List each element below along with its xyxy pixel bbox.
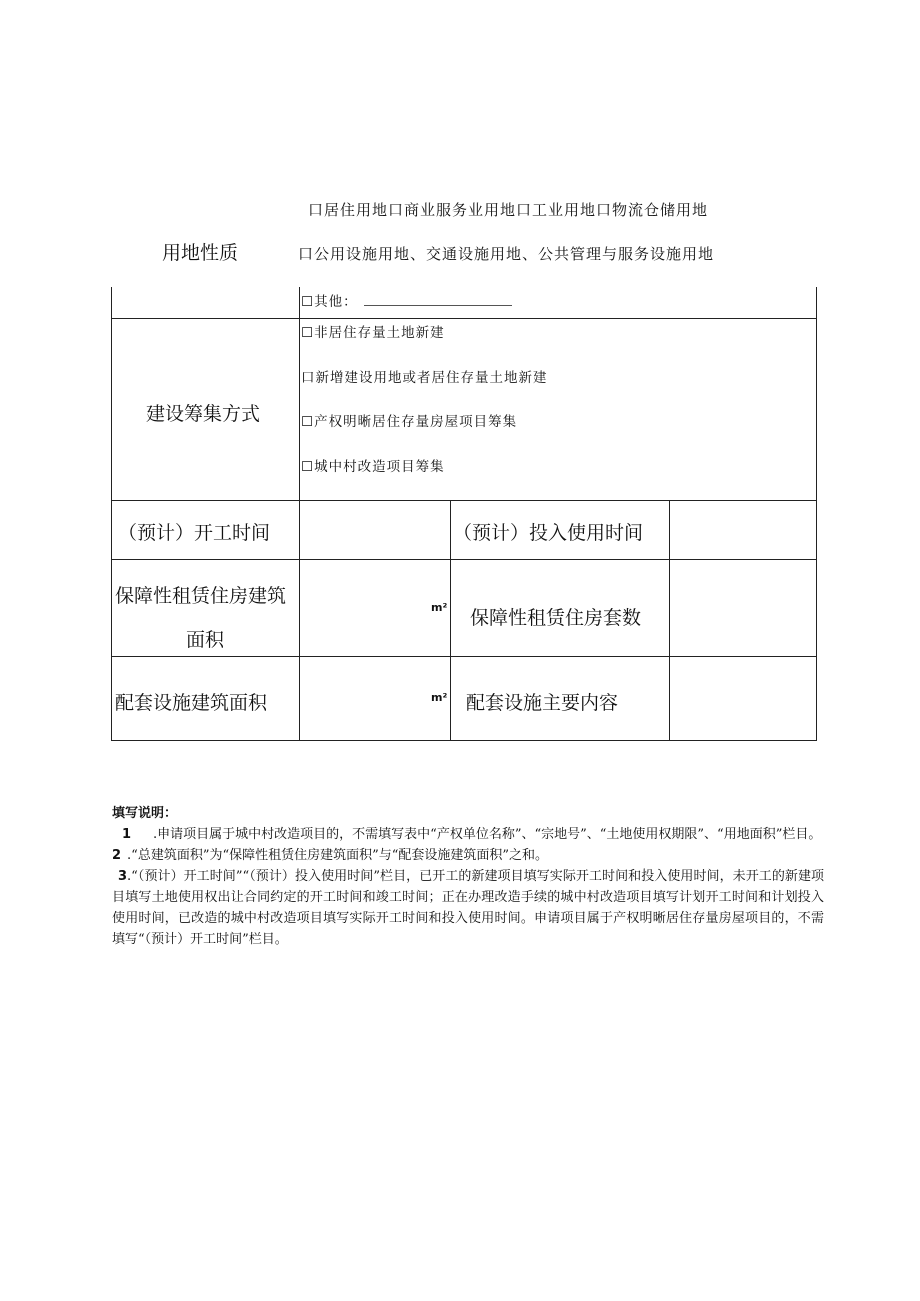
filling-instructions xyxy=(112,803,824,950)
construction-option-2[interactable]: 口新增建设用地或者居住存量土地新建 xyxy=(301,370,548,386)
housing-area-field[interactable] xyxy=(301,561,449,655)
note-3 xyxy=(112,866,824,950)
other-blank-field[interactable] xyxy=(364,293,512,306)
note-2-text: .“总建筑面积”为“保障性租赁住房建筑面积”与“配套设施建筑面积”之和。 xyxy=(127,848,549,863)
note-1 xyxy=(112,824,824,845)
table-row-line-4 xyxy=(111,656,817,657)
use-time-label: （预计）投入使用时间 xyxy=(453,522,644,544)
land-use-line-1[interactable]: 口居住用地口商业服务业用地口工业用地口物流仓储用地 xyxy=(308,201,709,219)
note-2-number: 2 xyxy=(112,848,122,863)
facility-area-label: 配套设施建筑面积 xyxy=(115,692,268,714)
facility-area-unit: m² xyxy=(431,691,448,704)
housing-area-unit: m² xyxy=(431,601,448,614)
table-row-line-3 xyxy=(111,559,817,560)
table-col-divider-2 xyxy=(450,500,451,741)
land-use-other[interactable] xyxy=(301,290,512,310)
facility-content-field[interactable] xyxy=(671,658,815,739)
note-1-text: .申请项目属于城中村改造项目的，不需填写表中“产权单位名称”、“宗地号”、“土地使用权期限”、“用地面积”栏目。 xyxy=(153,827,822,842)
notes-title: 填写说明： xyxy=(112,806,178,821)
note-2 xyxy=(112,845,824,866)
housing-count-label: 保障性租赁住房套数 xyxy=(470,607,642,629)
construction-label: 建设筹集方式 xyxy=(146,403,261,425)
housing-area-label-line-1: 保障性租赁住房建筑 xyxy=(115,585,287,607)
housing-count-field[interactable] xyxy=(671,561,815,655)
note-1-number: 1 xyxy=(122,827,132,842)
facility-area-field[interactable] xyxy=(301,658,449,739)
table-right-border xyxy=(816,287,817,741)
construction-option-3[interactable]: ☐产权明晰居住存量房屋项目筹集 xyxy=(301,414,518,430)
table-left-border xyxy=(111,287,112,741)
land-use-line-2[interactable]: 口公用设施用地、交通设施用地、公共管理与服务设施用地 xyxy=(298,245,715,263)
housing-area-label-line-2: 面积 xyxy=(186,629,225,651)
table-row-line-2 xyxy=(111,500,817,501)
construction-option-4[interactable]: ☐城中村改造项目筹集 xyxy=(301,459,445,475)
use-time-field[interactable] xyxy=(671,502,815,558)
table-col-divider-3 xyxy=(669,500,670,741)
note-3-number: 3 xyxy=(118,869,128,884)
facility-content-label: 配套设施主要内容 xyxy=(466,692,619,714)
table-row-line-1 xyxy=(111,318,817,319)
land-use-label: 用地性质 xyxy=(162,242,239,264)
construction-option-1[interactable]: ☐非居住存量土地新建 xyxy=(301,325,445,341)
land-use-other-label: ☐其他： xyxy=(301,294,358,310)
table-bottom-border xyxy=(111,740,817,741)
table-col-divider-1 xyxy=(299,287,300,741)
note-3-text: .“（预计）开工时间”“（预计）投入使用时间”栏目，已开工的新建项目填写实际开工时间和投入使用时间，未开工的新建项目填写土地使用权出让合同约定的开工时间和竣工时间；正在办理改造手续的城中村改造项目填写计划开工时间和计划投入使用时间，已改造的城中村改造项目填写实际开工时间和投入使用时间。申请项目属于产权明晰居住存量房屋项目的，不需填写“（预计）开工时间”栏目。 xyxy=(112,869,824,947)
start-time-field[interactable] xyxy=(301,502,449,558)
start-time-label: （预计）开工时间 xyxy=(118,522,271,544)
